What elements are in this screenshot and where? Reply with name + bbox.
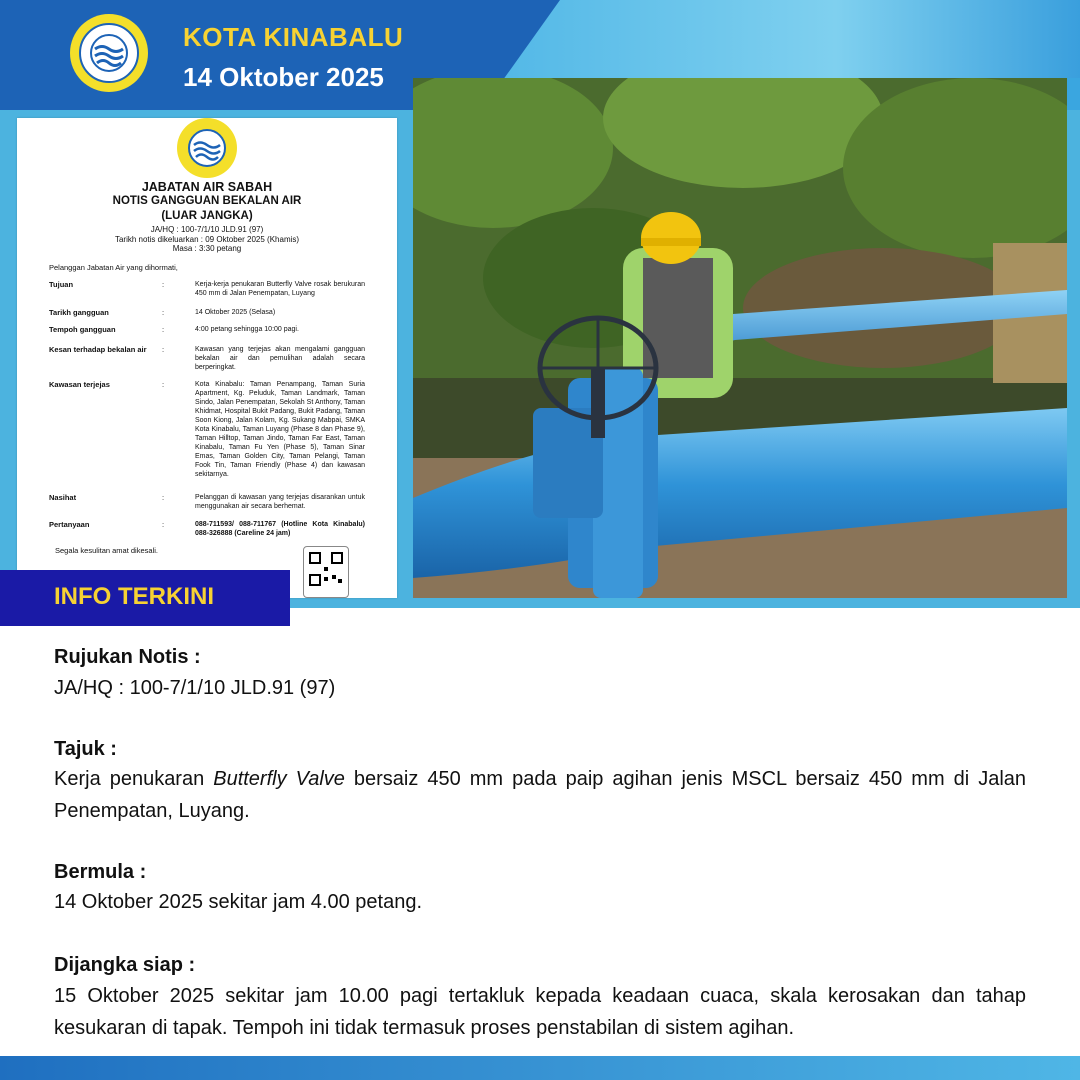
colon: : xyxy=(162,325,165,334)
notice-issued: Tarikh notis dikeluarkan : 09 Oktober 2025 (Khamis) xyxy=(114,235,300,244)
info-terkini-label: INFO TERKINI xyxy=(54,583,214,610)
colon: : xyxy=(162,345,165,354)
notice-logo xyxy=(177,118,237,178)
water-wave-icon xyxy=(83,27,135,79)
ref-value: JA/HQ : 100-7/1/10 JLD.91 (97) xyxy=(54,677,336,699)
notice-row-value: Pelanggan di kawasan yang terjejas disarankan untuk menggunakan air secara berhemat. xyxy=(195,494,365,510)
title-label: Tajuk : xyxy=(54,738,117,760)
eta-value: 15 Oktober 2025 sekitar jam 10.00 pagi tertakluk kepada keadaan cuaca, skala kerosakan dan tahap kesukaran di tapak. Tempoh ini tidak termasuk proses penstabilan di sistem agihan. xyxy=(54,985,1026,1039)
header-date: 14 Oktober 2025 xyxy=(183,62,384,92)
notice-title-2: (LUAR JANGKA) xyxy=(161,210,253,222)
start-label: Bermula : xyxy=(54,861,147,883)
notice-row-label: Kesan terhadap bekalan air xyxy=(49,345,147,354)
notice-title-1: NOTIS GANGGUAN BEKALAN AIR xyxy=(112,195,302,207)
colon: : xyxy=(162,520,165,529)
start-value: 14 Oktober 2025 sekitar jam 4.00 petang. xyxy=(54,891,423,913)
title-text-pre: Kerja penukaran xyxy=(54,768,214,790)
notice-row-value: Kerja-kerja penukaran Butterfly Valve rosak berukuran 450 mm di Jalan Penempatan, Luyang xyxy=(195,281,365,297)
notice-row-value: 088-711593/ 088-711767 (Hotline Kota Kinabalu) 088-326888 (Careline 24 jam) xyxy=(195,521,365,537)
notice-row-value: 4:00 petang sehingga 10:00 pagi. xyxy=(195,326,299,333)
notice-row-label: Nasihat xyxy=(49,493,77,502)
colon: : xyxy=(162,493,165,502)
notice-document xyxy=(17,118,397,598)
notice-org: JABATAN AIR SABAH xyxy=(141,180,273,194)
notice-row-value: Kawasan yang terjejas akan mengalami gangguan bekalan air dan pemulihan adalah secara berperingkat. xyxy=(195,346,365,371)
qr-code-icon xyxy=(303,546,349,598)
notice-row-label: Tarikh gangguan xyxy=(49,308,109,317)
notice-row-value: 14 Oktober 2025 (Selasa) xyxy=(195,309,276,316)
notice-row-label: Kawasan terjejas xyxy=(49,380,110,389)
notice-time: Masa : 3:30 petang xyxy=(172,244,242,253)
notice-closing: Segala kesulitan amat dikesali. xyxy=(55,546,158,555)
title-text-post: bersaiz 450 mm pada paip agihan jenis MSCL bersaiz 450 mm di Jalan Penempatan, Luyang. xyxy=(54,768,1027,822)
colon: : xyxy=(162,308,165,317)
notice-row-label: Tempoh gangguan xyxy=(49,325,116,334)
pipe-repair-photo xyxy=(413,78,1067,598)
header-accent xyxy=(470,0,1080,78)
location-title: KOTA KINABALU xyxy=(183,22,404,52)
ref-label: Rujukan Notis : xyxy=(54,646,201,668)
notice-row-value: Kota Kinabalu: Taman Penampang, Taman Suria Apartment, Kg. Peluduk, Taman Landmark, Taman Sindo, Jalan Penempatan, Sekolah St Anthony, Taman Khidmat, Hospital Bukit Padang, Bukit Padang, Taman Soon Kiong, Jalan Kolam, Kg. Sukang Mabpai, SMKA Kota Kinabalu, Taman Luyang (Phase 8 dan Phase 9), Taman Hilltop, Taman Jindo, Taman Far East, Taman Kinabalu, Taman Fu Yen (Phase 5), Taman Sinar Emas, Taman Golden City, Taman Pelangi, Taman Fook Tin, Taman Friendly (Phase 4) dan kawasan sekitarnya. xyxy=(195,381,365,478)
footer-bar xyxy=(0,1056,1080,1080)
jabatan-air-logo xyxy=(70,14,148,92)
water-wave-icon xyxy=(185,126,229,170)
notice-row-label: Tujuan xyxy=(49,280,74,289)
colon: : xyxy=(162,380,165,389)
notice-ref: JA/HQ : 100-7/1/10 JLD.91 (97) xyxy=(150,225,264,234)
notice-greeting: Pelanggan Jabatan Air yang dihormati, xyxy=(49,263,178,272)
title-text-italic: Butterfly Valve xyxy=(213,768,345,790)
title-value xyxy=(54,763,1026,827)
colon: : xyxy=(162,280,165,289)
notice-row-label: Pertanyaan xyxy=(49,520,90,529)
eta-label: Dijangka siap : xyxy=(54,954,196,976)
